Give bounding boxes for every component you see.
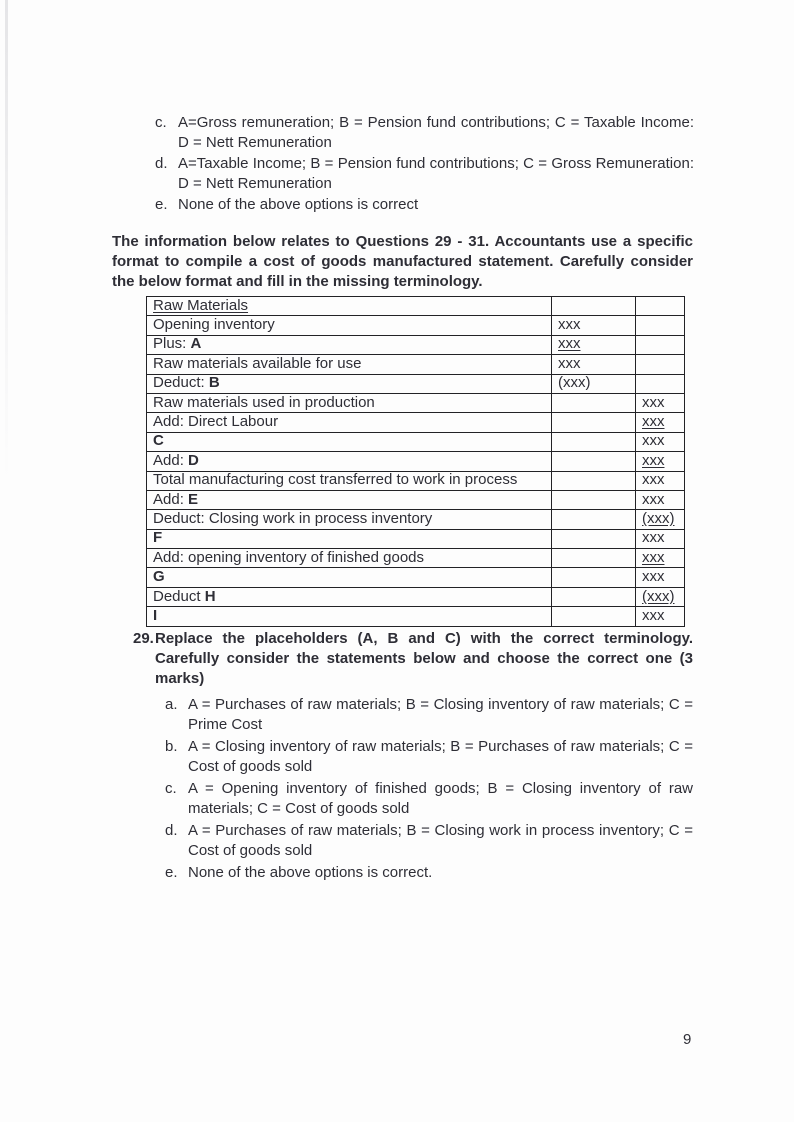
table-row [147,607,685,626]
row-label: Add: opening inventory of finished goods [153,548,425,566]
option-item [165,695,693,735]
amount-cell-2: xxx [636,471,685,490]
row-label-cell [147,355,552,374]
row-label-cell [147,471,552,490]
row-label: Plus: [153,335,191,353]
table-row [147,432,685,451]
amount-cell-2: xxx [636,393,685,412]
row-label-cell [147,490,552,509]
option-text: A = Purchases of raw materials; B = Closing inventory of raw materials; C = Prime Cost [188,696,693,733]
row-label-cell [147,413,552,432]
table-row [147,587,685,606]
amount-cell-2: xxx [636,568,685,587]
amount-cell-1: xxx [552,335,636,354]
row-label-cell [147,452,552,471]
row-label-cell [147,510,552,529]
cogs-format-table [146,296,685,627]
option-text: A = Closing inventory of raw materials; B = Purchases of raw materials; C = Cost of goods sold [188,738,693,775]
amount-cell-1 [552,297,636,316]
option-text: A = Opening inventory of finished goods; B = Closing inventory of raw materials; C = Cost of goods sold [188,780,693,817]
row-label-cell [147,297,552,316]
amount-cell-2: xxx [636,607,685,626]
table-row [147,529,685,548]
table-row [147,471,685,490]
option-item [165,863,693,883]
amount-cell-1 [552,490,636,509]
amount-cell-1: (xxx) [552,374,636,393]
option-letter: c. [165,780,177,797]
row-label-cell [147,432,552,451]
table-row [147,374,685,393]
row-label-cell [147,568,552,587]
placeholder-letter: C [153,432,164,450]
placeholder-letter: I [153,606,158,624]
row-label: Raw materials available for use [153,354,362,372]
table-row [147,355,685,374]
option-letter: d. [165,822,178,839]
row-label-cell [147,529,552,548]
table-row [147,297,685,316]
option-letter: e. [155,196,168,213]
amount-cell-1 [552,413,636,432]
amount-cell-2: xxx [636,549,685,568]
table-row [147,490,685,509]
option-item [165,779,693,819]
question-number: 29. [133,630,154,647]
amount-cell-2: xxx [636,432,685,451]
amount-cell-1 [552,568,636,587]
row-label-cell [147,335,552,354]
amount-cell-1 [552,452,636,471]
row-label-cell [147,374,552,393]
amount-cell-2 [636,374,685,393]
row-label: Deduct: [153,374,209,392]
amount-cell-2 [636,335,685,354]
placeholder-letter: A [190,335,202,353]
table-row [147,393,685,412]
option-item [155,195,694,215]
amount-cell-2 [636,316,685,335]
question-text: Replace the placeholders (A, B and C) with the correct terminology. Carefully consider the statements below and choose the correct one (3 marks) [155,630,693,687]
option-text: None of the above options is correct [178,196,419,213]
amount-cell-1 [552,529,636,548]
option-text: None of the above options is correct. [188,864,433,881]
placeholder-letter: B [208,374,220,392]
amount-cell-1 [552,607,636,626]
amount-cell-1: xxx [552,355,636,374]
row-label-cell [147,549,552,568]
intro-paragraph: The information below relates to Questions 29 - 31. Accountants use a specific format to compile a cost of goods manufactured statement. Carefully consider the below format and fill in the missing terminology. [112,233,693,290]
page-number: 9 [683,1031,692,1048]
option-text: A=Gross remuneration; B = Pension fund contributions; C = Taxable Income: D = Nett Remuneration [178,114,694,151]
option-letter: b. [165,738,178,755]
option-letter: e. [165,864,178,881]
amount-cell-1: xxx [552,316,636,335]
option-text: A=Taxable Income; B = Pension fund contributions; C = Gross Remuneration: D = Nett Remuneration [178,155,694,192]
placeholder-letter: F [153,529,163,547]
table-row [147,568,685,587]
option-item [165,737,693,777]
table-row [147,549,685,568]
row-label: Total manufacturing cost transferred to work in process [153,471,518,489]
row-label: Deduct: Closing work in process inventory [153,509,433,527]
question-29-heading [133,629,693,689]
option-letter: d. [155,155,168,172]
table-row [147,510,685,529]
amount-cell-1 [552,549,636,568]
row-label: Add: [153,451,189,469]
amount-cell-2 [636,355,685,374]
table-row [147,335,685,354]
row-label: Add: [153,490,189,508]
amount-cell-1 [552,510,636,529]
placeholder-letter: D [188,451,199,469]
question-29 [133,629,693,885]
row-label-cell [147,587,552,606]
row-label: Raw materials used in production [153,393,375,411]
option-item [165,821,693,861]
amount-cell-2: (xxx) [636,510,685,529]
amount-cell-2: xxx [636,452,685,471]
question-29-options [165,695,693,883]
amount-cell-2: xxx [636,413,685,432]
option-item [155,113,694,153]
option-text: A = Purchases of raw materials; B = Closing work in process inventory; C = Cost of goods sold [188,822,693,859]
row-label: Add: Direct Labour [153,413,279,431]
amount-cell-1 [552,587,636,606]
prior-question-options [155,113,694,216]
row-label-cell [147,393,552,412]
amount-cell-2: xxx [636,490,685,509]
table-row [147,413,685,432]
placeholder-letter: G [153,568,165,586]
table-row [147,452,685,471]
option-item [155,154,694,194]
table-row [147,316,685,335]
placeholder-letter: H [204,587,216,605]
row-label-cell [147,316,552,335]
row-label: Raw Materials [153,296,249,314]
amount-cell-2: xxx [636,529,685,548]
placeholder-letter: E [188,490,199,508]
scan-artifact [5,0,8,480]
amount-cell-1 [552,432,636,451]
amount-cell-2 [636,297,685,316]
amount-cell-1 [552,471,636,490]
amount-cell-2: (xxx) [636,587,685,606]
row-label: Opening inventory [153,316,275,334]
option-letter: c. [155,114,167,131]
row-label: Deduct [153,587,205,605]
amount-cell-1 [552,393,636,412]
row-label-cell [147,607,552,626]
option-letter: a. [165,696,178,713]
